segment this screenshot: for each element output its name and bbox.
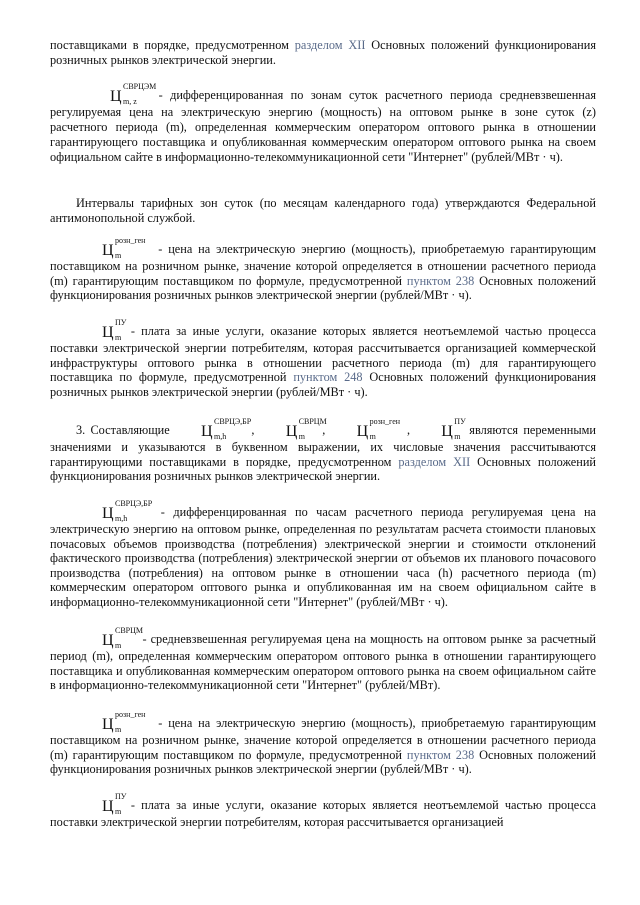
section-link[interactable]: разделом XII — [398, 454, 471, 469]
symbol-base: Ц — [102, 798, 114, 815]
symbol-base: Ц — [102, 716, 114, 733]
symbol-subscript: m — [115, 333, 122, 342]
symbol-subscript: m — [115, 251, 122, 260]
definition-paragraph — [50, 499, 596, 610]
item-3-paragraph — [50, 417, 597, 484]
definition-paragraph — [50, 82, 596, 165]
symbol-base: Ц — [102, 505, 114, 522]
symbol-subscript: m — [454, 432, 461, 441]
symbol-superscript: ПУ — [454, 417, 466, 426]
symbol-subscript: m, z — [123, 97, 137, 106]
clause-link[interactable]: пунктом 248 — [293, 370, 363, 385]
symbol-superscript: СВРЦЭМ — [123, 82, 157, 91]
symbol-base: Ц — [356, 423, 369, 440]
definition-paragraph — [50, 792, 596, 830]
clause-link[interactable]: пунктом 238 — [406, 747, 475, 762]
symbol-subscript: m — [298, 432, 305, 441]
symbol-subscript: m — [369, 432, 376, 441]
formula-symbol — [76, 236, 146, 260]
definition-paragraph — [50, 318, 596, 399]
symbol-subscript: m — [115, 725, 122, 734]
definition-text: - цена на электрическую энергию (мощность), приобретаемую гарантирующим поставщиком на розничном рынке, значение которой определяется в отношении расчетного периода (m) гарантирующим поставщиком по формуле, предусмотренной — [50, 242, 596, 288]
symbol-superscript: СВРЦМ — [298, 417, 327, 426]
symbol-base: Ц — [200, 423, 213, 440]
definition-text: - дифференцированная по часам расчетного периода регулируемая цена на электрическую энергию на оптовом рынке, определенная по результатам расчета стоимости плановых почасовых объемов производства (потребления) электрической энергии и стоимости отклонений фактического производства (потребления) электрической энергии от объемов их планового почасового производства (потребления) на оптовом рынке в отношении часа (h) расчетного периода (m) коммерческим оператором оптового рынка и опубликованная им на своем официальном сайте в информационно-телекоммуникационной сети "Интернет" (рублей/МВт · ч). — [50, 505, 596, 609]
separator: , — [251, 423, 260, 437]
formula-symbol — [175, 417, 252, 441]
symbol-superscript: розн_ген — [369, 417, 401, 426]
symbol-superscript: розн_ген — [115, 236, 146, 245]
definition-text: - цена на электрическую энергию (мощность), приобретаемую гарантирующим поставщиком на розничном рынке, значение которой определяется в отношении расчетного периода (m) гарантирующим поставщиком по формуле, предусмотренной — [50, 716, 596, 762]
item-text: являются переменными значениями и указываются в буквенном выражении, их числовые значения рассчитываются гарантирующими поставщиками в порядке, предусмотренном — [50, 423, 596, 469]
symbol-base: Ц — [102, 242, 114, 259]
symbol-subscript: m — [115, 641, 122, 650]
clause-link[interactable]: пунктом 238 — [406, 273, 475, 288]
formula-symbol — [80, 82, 157, 106]
symbol-subscript: m — [115, 807, 122, 816]
symbol-base: Ц — [110, 88, 122, 105]
definition-text: - плата за иные услуги, оказание которых является неотъемлемой частью процесса поставки электрической энергии потребителям, которая рассчитывается организацией коммерческой инфраструктуры оптового рынка в отношении расчетного периода (m) для гарантирующего поставщика по формуле, предусмотренной — [50, 324, 596, 385]
symbol-base: Ц — [102, 324, 114, 341]
symbol-superscript: СВРЦЭ,БР — [213, 417, 252, 426]
definition-paragraph — [50, 710, 596, 777]
definition-paragraph — [50, 236, 596, 303]
symbol-superscript: розн_ген — [115, 710, 146, 719]
formula-symbol — [331, 417, 401, 441]
symbol-base: Ц — [102, 632, 114, 649]
intervals-paragraph: Интервалы тарифных зон суток (по месяцам календарного года) утверждаются Федеральной антимонопольной службой. — [50, 196, 596, 225]
symbol-superscript: СВРЦЭ,БР — [115, 499, 153, 508]
symbol-superscript: СВРЦМ — [115, 626, 144, 635]
symbol-base: Ц — [285, 423, 298, 440]
formula-symbol — [76, 318, 127, 342]
symbol-subscript: m,h — [115, 514, 128, 523]
formula-symbol — [76, 626, 144, 650]
separator: , — [406, 423, 416, 437]
definition-paragraph — [50, 626, 596, 693]
item-number-text: 3. Составляющие — [76, 423, 175, 437]
paragraph-continuation: поставщиками в порядке, предусмотренном разделом XII Основных положений функционирования розничных рынков электрической энергии. — [50, 38, 596, 67]
item-text: Основных положений функционирования розничных рынков электрической энергии. — [50, 454, 597, 484]
formula-symbol — [415, 417, 466, 441]
section-link[interactable]: разделом XII — [294, 38, 366, 52]
definition-text: - плата за иные услуги, оказание которых является неотъемлемой частью процесса поставки электрической энергии потребителям, которая рассчитывается организацией — [50, 798, 596, 829]
definition-text: - дифференцированная по зонам суток расчетного периода средневзвешенная регулируемая цена на электрическую энергию (мощность) на оптовом рынке в зоне суток (z) расчетного периода (m), определенная коммерческим оператором оптового рынка в отношении гарантирующего поставщика и опубликованная коммерческим оператором оптового рынка на своем официальном сайте в информационно-телекоммуникационной сети "Интернет" (рублей/МВт · ч). — [50, 88, 596, 164]
definition-text: Основных положений функционирования розничных рынков электрической энергии (рублей/МВт · ч). — [50, 273, 596, 303]
formula-symbol — [76, 710, 146, 734]
separator: , — [322, 423, 331, 437]
formula-symbol — [260, 417, 327, 441]
symbol-superscript: ПУ — [115, 318, 127, 327]
definition-text: Основных положений функционирования розничных рынков электрической энергии (рублей/МВт · ч). — [50, 747, 596, 777]
symbol-subscript: m,h — [213, 432, 227, 441]
formula-symbol — [76, 499, 153, 523]
formula-symbol — [76, 792, 127, 816]
definition-text: - средневзвешенная регулируемая цена на мощность на оптовом рынке за расчетный период (m), определенная коммерческим оператором оптового рынка в отношении гарантирующего поставщика и опубликованная коммерческим оператором оптового рынка на своем официальном сайте в информационно-телекоммуникационной сети "Интернет" (рублей/МВт). — [50, 632, 596, 693]
definition-text: Основных положений функционирования розничных рынков электрической энергии (рублей/МВт · ч). — [50, 370, 596, 399]
symbol-superscript: ПУ — [115, 792, 127, 801]
symbol-base: Ц — [441, 423, 453, 440]
